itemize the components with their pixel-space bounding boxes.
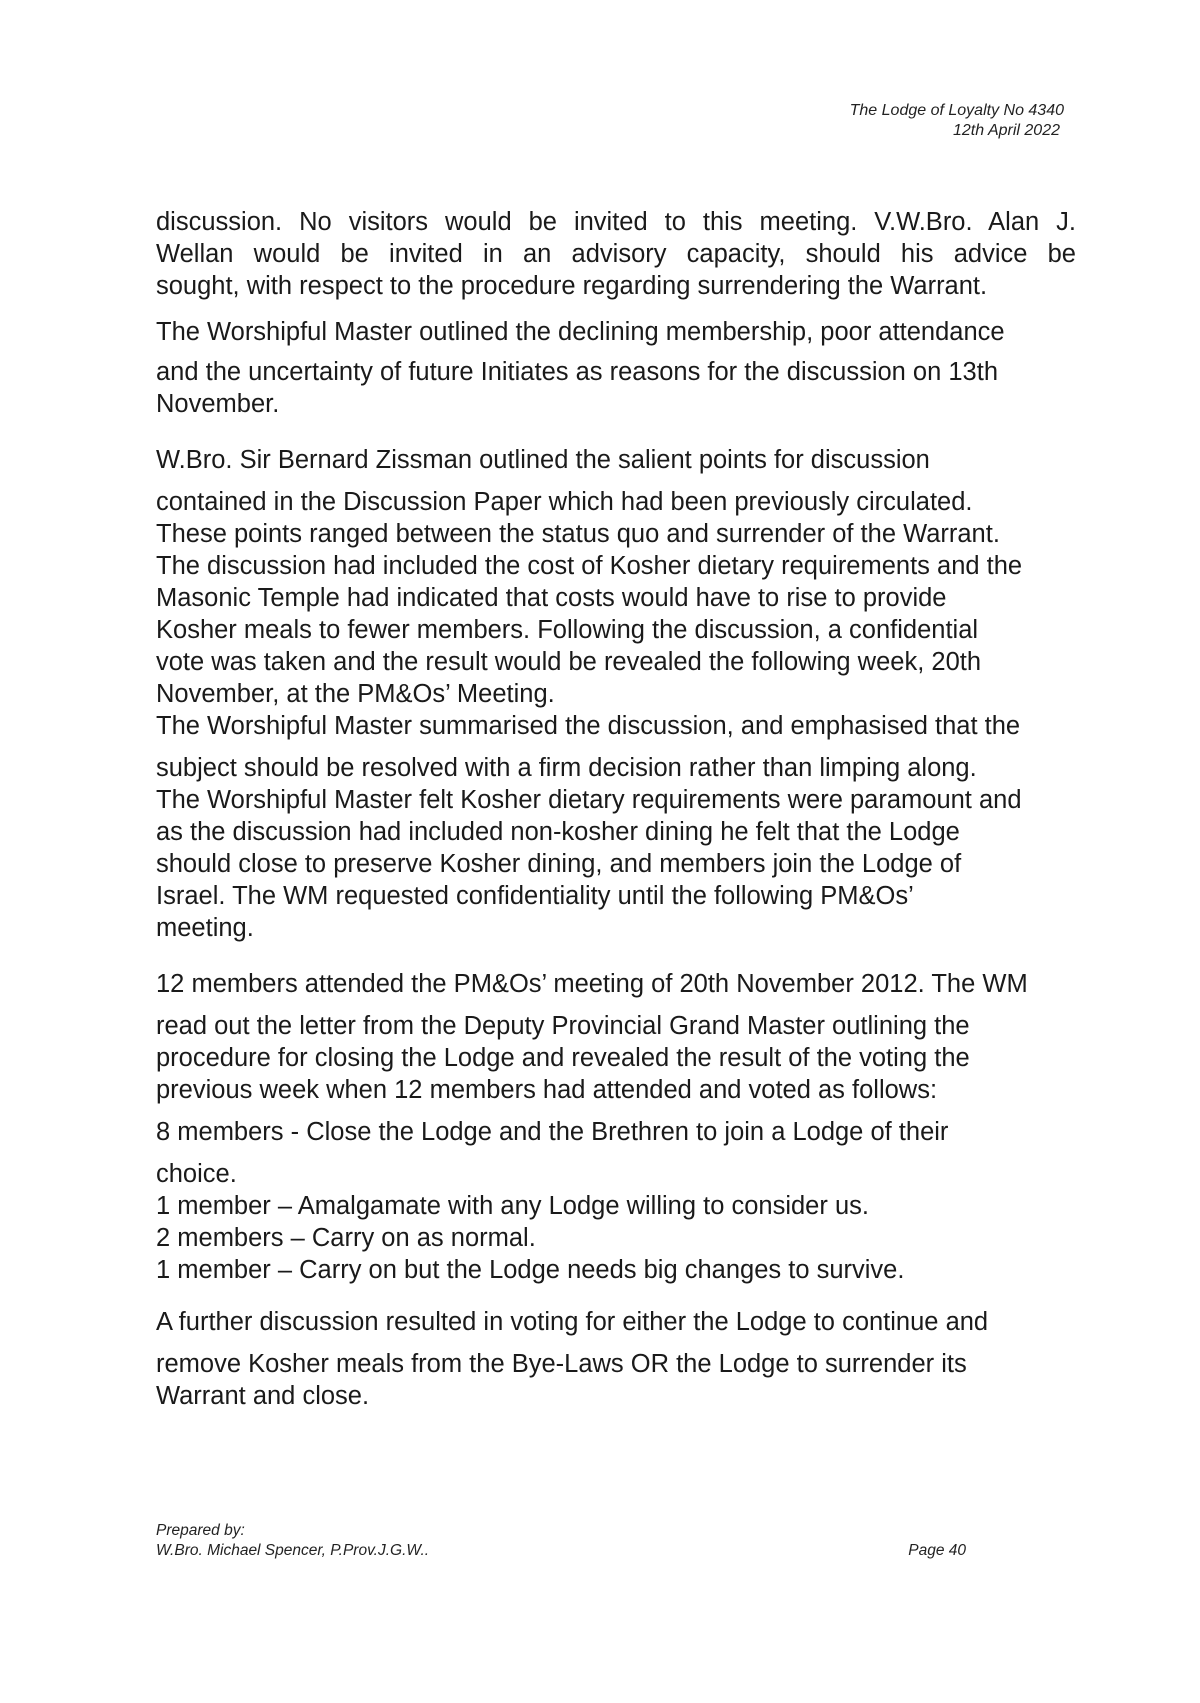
paragraph-5 [156, 968, 1076, 1106]
text-line: and the uncertainty of future Initiates as reasons for the discussion on 13th [156, 358, 999, 386]
text-line: contained in the Discussion Paper which had been previously circulated. [156, 488, 973, 516]
paragraph-6 [156, 1306, 1076, 1412]
text-line: previous week when 12 members had attended and voted as follows: [156, 1076, 938, 1104]
text-line: remove Kosher meals from the Bye-Laws OR the Lodge to surrender its [156, 1350, 967, 1378]
vote-item: 1 member – Carry on but the Lodge needs big changes to survive. [156, 1256, 905, 1284]
text-line: 12 members attended the PM&Os’ meeting of 20th November 2012. The WM [156, 970, 1028, 998]
paragraph-3 [156, 444, 1076, 710]
text-line: meeting. [156, 914, 254, 942]
vote-item [156, 1116, 1076, 1190]
text-line: choice. [156, 1160, 237, 1188]
text-line: The discussion had included the cost of Kosher dietary requirements and the [156, 552, 1023, 580]
text-line: Kosher meals to fewer members. Following the discussion, a confidential [156, 616, 979, 644]
prepared-by-label: Prepared by: [156, 1522, 245, 1539]
text-line: read out the letter from the Deputy Provincial Grand Master outlining the [156, 1012, 970, 1040]
paragraph-2 [156, 316, 1076, 420]
vote-item: 1 member – Amalgamate with any Lodge willing to consider us. [156, 1192, 869, 1220]
text-line: November. [156, 390, 280, 418]
text-line: subject should be resolved with a firm decision rather than limping along. [156, 754, 977, 782]
text-line: Masonic Temple had indicated that costs would have to rise to provide [156, 584, 947, 612]
text-line: Warrant and close. [156, 1382, 370, 1410]
paragraph-4 [156, 710, 1076, 944]
text-line: The Worshipful Master outlined the declining membership, poor attendance [156, 318, 1005, 346]
text-line: should close to preserve Kosher dining, and members join the Lodge of [156, 850, 962, 878]
document-body [156, 206, 1076, 1412]
lodge-name: The Lodge of Loyalty No 4340 [849, 102, 1064, 119]
page-footer [156, 1521, 966, 1561]
page-number: Page 40 [908, 1542, 966, 1559]
text-line: as the discussion had included non-kosher dining he felt that the Lodge [156, 818, 960, 846]
text-line: A further discussion resulted in voting for either the Lodge to continue and [156, 1308, 989, 1336]
text-line: The Worshipful Master summarised the discussion, and emphasised that the [156, 712, 1021, 740]
text-line: The Worshipful Master felt Kosher dietary requirements were paramount and [156, 786, 1022, 814]
vote-item: 2 members – Carry on as normal. [156, 1224, 536, 1252]
preparer-name: W.Bro. Michael Spencer, P.Prov.J.G.W.. [156, 1542, 430, 1559]
text-line: vote was taken and the result would be revealed the following week, 20th [156, 648, 982, 676]
header-date: 12th April 2022 [952, 122, 1060, 139]
text-line: Wellan would be invited in an advisory capacity, should his advice be [156, 240, 1076, 268]
paragraph-1 [156, 206, 1076, 302]
text-line: These points ranged between the status quo and surrender of the Warrant. [156, 520, 1000, 548]
text-line: discussion. No visitors would be invited to this meeting. V.W.Bro. Alan J. [156, 208, 1076, 236]
text-line: November, at the PM&Os’ Meeting. [156, 680, 555, 708]
text-line: procedure for closing the Lodge and revealed the result of the voting the [156, 1044, 970, 1072]
page-header [664, 101, 1064, 141]
vote-results-list [156, 1116, 1076, 1286]
text-line: sought, with respect to the procedure regarding surrendering the Warrant. [156, 272, 988, 300]
text-line: Israel. The WM requested confidentiality until the following PM&Os’ [156, 882, 914, 910]
text-line: W.Bro. Sir Bernard Zissman outlined the salient points for discussion [156, 446, 930, 474]
text-line: 8 members - Close the Lodge and the Brethren to join a Lodge of their [156, 1118, 949, 1146]
